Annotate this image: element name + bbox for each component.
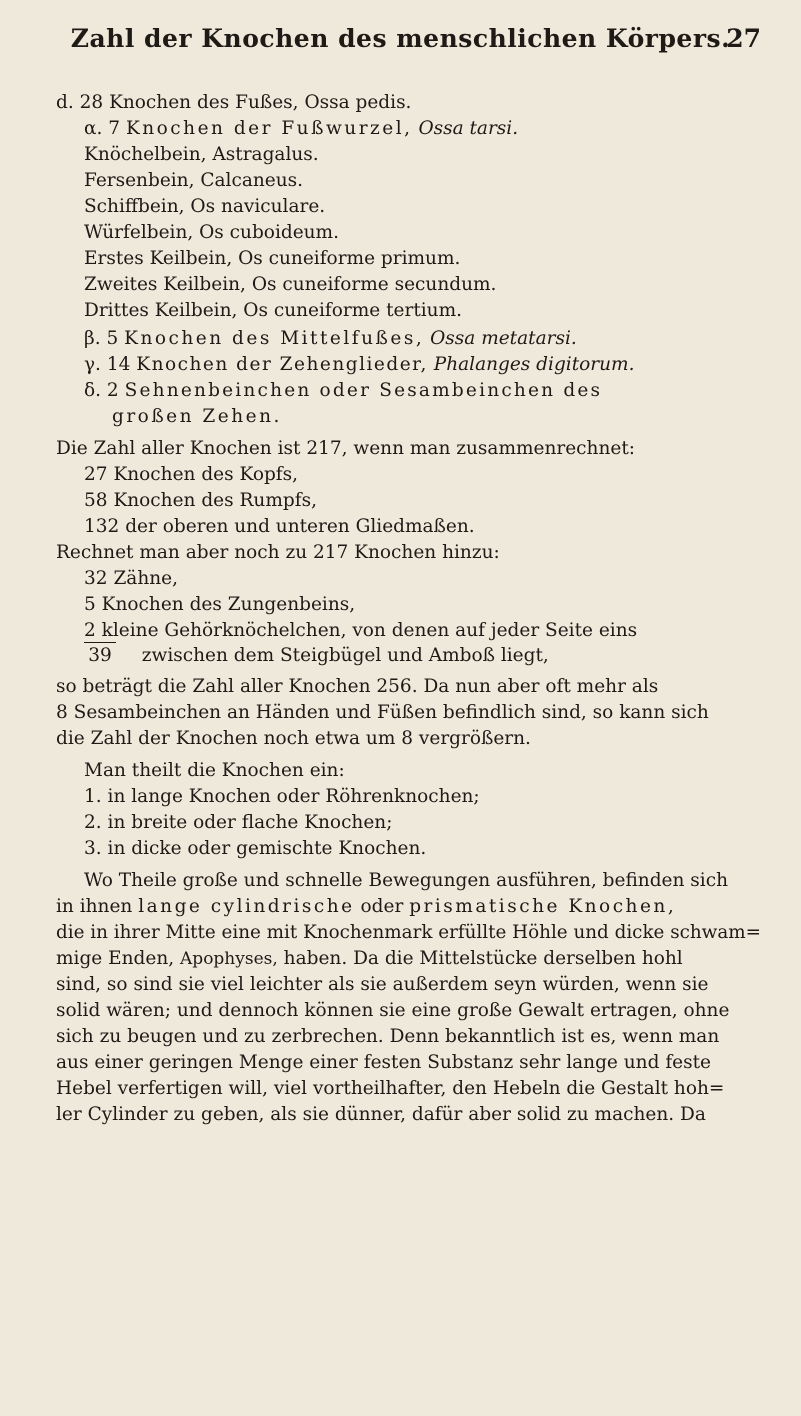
section-marker: d. xyxy=(56,92,74,113)
paragraph-line: solid wären; und dennoch können sie eine große Gewalt ertragen, ohne xyxy=(56,1000,730,1021)
list-item xyxy=(84,784,480,810)
sum-total: 39 xyxy=(84,642,116,669)
bone-name-de: Fersenbein, xyxy=(84,170,195,191)
bone-name-la: Os naviculare. xyxy=(190,196,326,217)
list-item xyxy=(84,298,462,324)
list-item xyxy=(84,566,178,592)
list-item xyxy=(84,592,355,618)
paragraph-line: 8 Sesambeinchen an Händen und Füßen befindlich sind, so kann sich xyxy=(56,702,709,723)
item-count: 5 xyxy=(84,594,96,615)
subsection-alpha xyxy=(84,116,518,142)
item-count: 27 xyxy=(84,464,108,485)
section-heading-foot xyxy=(56,90,411,116)
paragraph-line xyxy=(56,946,683,972)
subsection-marker: α. xyxy=(84,118,103,139)
bone-name-de: Schiffbein, xyxy=(84,196,185,217)
subsection-title-la: Ossa metatarsi. xyxy=(430,328,577,349)
item-text: Knochen des Zungenbeins, xyxy=(101,594,356,615)
list-item xyxy=(84,272,496,298)
page-number: 27 xyxy=(726,24,761,53)
item-count: 132 xyxy=(84,516,120,537)
paragraph-line: ler Cylinder zu geben, als sie dünner, dafür aber solid zu machen. Da xyxy=(56,1104,706,1125)
item-text: Zähne, xyxy=(113,568,178,589)
paragraph-line: sich zu beugen und zu zerbrechen. Denn bekanntlich ist es, wenn man xyxy=(56,1026,720,1047)
list-item xyxy=(84,246,460,272)
item-text: Knochen des Rumpfs, xyxy=(113,490,317,511)
subsection-title-continuation: großen Zehen. xyxy=(112,406,282,427)
list-item xyxy=(84,142,319,168)
subsection-title-la: Ossa tarsi. xyxy=(418,118,519,139)
item-text: kleine Gehörknöchelchen, von denen auf jeder Seite eins xyxy=(101,620,638,641)
paragraph-line: Hebel verfertigen will, viel vortheilhafter, den Hebeln die Gestalt hoh= xyxy=(56,1078,725,1099)
subsection-gamma xyxy=(84,352,634,378)
text-run: in ihnen xyxy=(56,896,133,917)
list-item xyxy=(84,810,392,836)
bone-name-la: Calcaneus. xyxy=(200,170,304,191)
list-item xyxy=(84,514,475,540)
subsection-count: 14 xyxy=(106,354,131,375)
summary-intro: Die Zahl aller Knochen ist 217, wenn man zusammenrechnet: xyxy=(56,438,635,459)
subsection-title-de: Knochen der Fußwurzel, xyxy=(125,118,413,139)
bone-name-la: Os cuneiforme tertium. xyxy=(243,300,463,321)
subsection-beta xyxy=(84,326,577,352)
bone-name-la: Astragalus. xyxy=(212,144,319,165)
item-count: 2 xyxy=(84,620,96,641)
list-item xyxy=(84,836,426,862)
list-item xyxy=(84,462,298,488)
item-text: in breite oder flache Knochen; xyxy=(107,812,393,833)
subsection-title-de: Knochen des Mittelfußes, xyxy=(124,328,425,349)
item-number: 2. xyxy=(84,812,102,833)
bone-name-la: Os cuneiforme primum. xyxy=(238,248,461,269)
item-count: 58 xyxy=(84,490,108,511)
section-title-de: Knochen des Fußes, xyxy=(109,92,299,113)
text-run: haben. Da die Mittelstücke derselben hohl xyxy=(283,948,683,969)
paragraph-line: aus einer geringen Menge einer festen Substanz sehr lange und feste xyxy=(56,1052,711,1073)
bone-name-de: Zweites Keilbein, xyxy=(84,274,246,295)
bone-name-la: Os cuboideum. xyxy=(199,222,339,243)
subsection-marker: β. xyxy=(84,328,101,349)
item-number: 3. xyxy=(84,838,102,859)
subsection-count: 7 xyxy=(108,118,121,139)
add-intro: Rechnet man aber noch zu 217 Knochen hinzu: xyxy=(56,542,500,563)
paragraph-line: sind, so sind sie viel leichter als sie außerdem seyn würden, wenn sie xyxy=(56,974,709,995)
sum-row xyxy=(84,642,549,669)
subsection-marker: δ. xyxy=(84,380,102,401)
item-count: 32 xyxy=(84,568,108,589)
bone-name-la: Os cuneiforme secundum. xyxy=(251,274,497,295)
bone-name-de: Würfelbein, xyxy=(84,222,194,243)
item-text: Knochen des Kopfs, xyxy=(113,464,299,485)
text-run: mige Enden, xyxy=(56,948,175,969)
section-count: 28 xyxy=(79,92,104,113)
paragraph-line: die in ihrer Mitte eine mit Knochenmark erfüllte Höhle und dicke schwam= xyxy=(56,922,761,943)
item-text: der oberen und unteren Gliedmaßen. xyxy=(125,516,475,537)
emphasis-run: prismatische Knochen, xyxy=(409,896,677,917)
list-item xyxy=(84,618,637,644)
latin-term: Apophyses, xyxy=(180,949,278,969)
subsection-title-de: Sehnenbeinchen oder Sesambeinchen des xyxy=(124,380,603,401)
bone-name-de: Erstes Keilbein, xyxy=(84,248,233,269)
paragraph-line xyxy=(56,894,676,920)
item-text: in lange Knochen oder Röhrenknochen; xyxy=(107,786,480,807)
item-number: 1. xyxy=(84,786,102,807)
paragraph-line: so beträgt die Zahl aller Knochen 256. Da nun aber oft mehr als xyxy=(56,676,659,697)
list-item xyxy=(84,220,339,246)
subsection-marker: γ. xyxy=(84,354,101,375)
bone-name-de: Knöchelbein, xyxy=(84,144,207,165)
section-title-la: Ossa pedis. xyxy=(304,92,412,113)
subsection-count: 2 xyxy=(106,380,119,401)
emphasis-run: lange cylindrische xyxy=(138,896,355,917)
subsection-delta xyxy=(84,378,602,404)
list-item xyxy=(84,194,325,220)
running-title: Zahl der Knochen des menschlichen Körpers. xyxy=(70,24,731,53)
subsection-count: 5 xyxy=(106,328,119,349)
text-run: oder xyxy=(360,896,404,917)
subsection-title-la: Phalanges digitorum. xyxy=(433,354,635,375)
division-intro: Man theilt die Knochen ein: xyxy=(84,760,345,781)
subsection-title-de: Knochen der Zehenglieder, xyxy=(136,354,428,375)
item-text: zwischen dem Steigbügel und Amboß liegt, xyxy=(141,645,549,666)
running-header xyxy=(0,24,801,74)
item-text: in dicke oder gemischte Knochen. xyxy=(107,838,427,859)
paragraph-line: Wo Theile große und schnelle Bewegungen ausführen, befinden sich xyxy=(84,870,728,891)
bone-name-de: Drittes Keilbein, xyxy=(84,300,238,321)
list-item xyxy=(84,168,303,194)
list-item xyxy=(84,488,317,514)
paragraph-line: die Zahl der Knochen noch etwa um 8 vergrößern. xyxy=(56,728,531,749)
